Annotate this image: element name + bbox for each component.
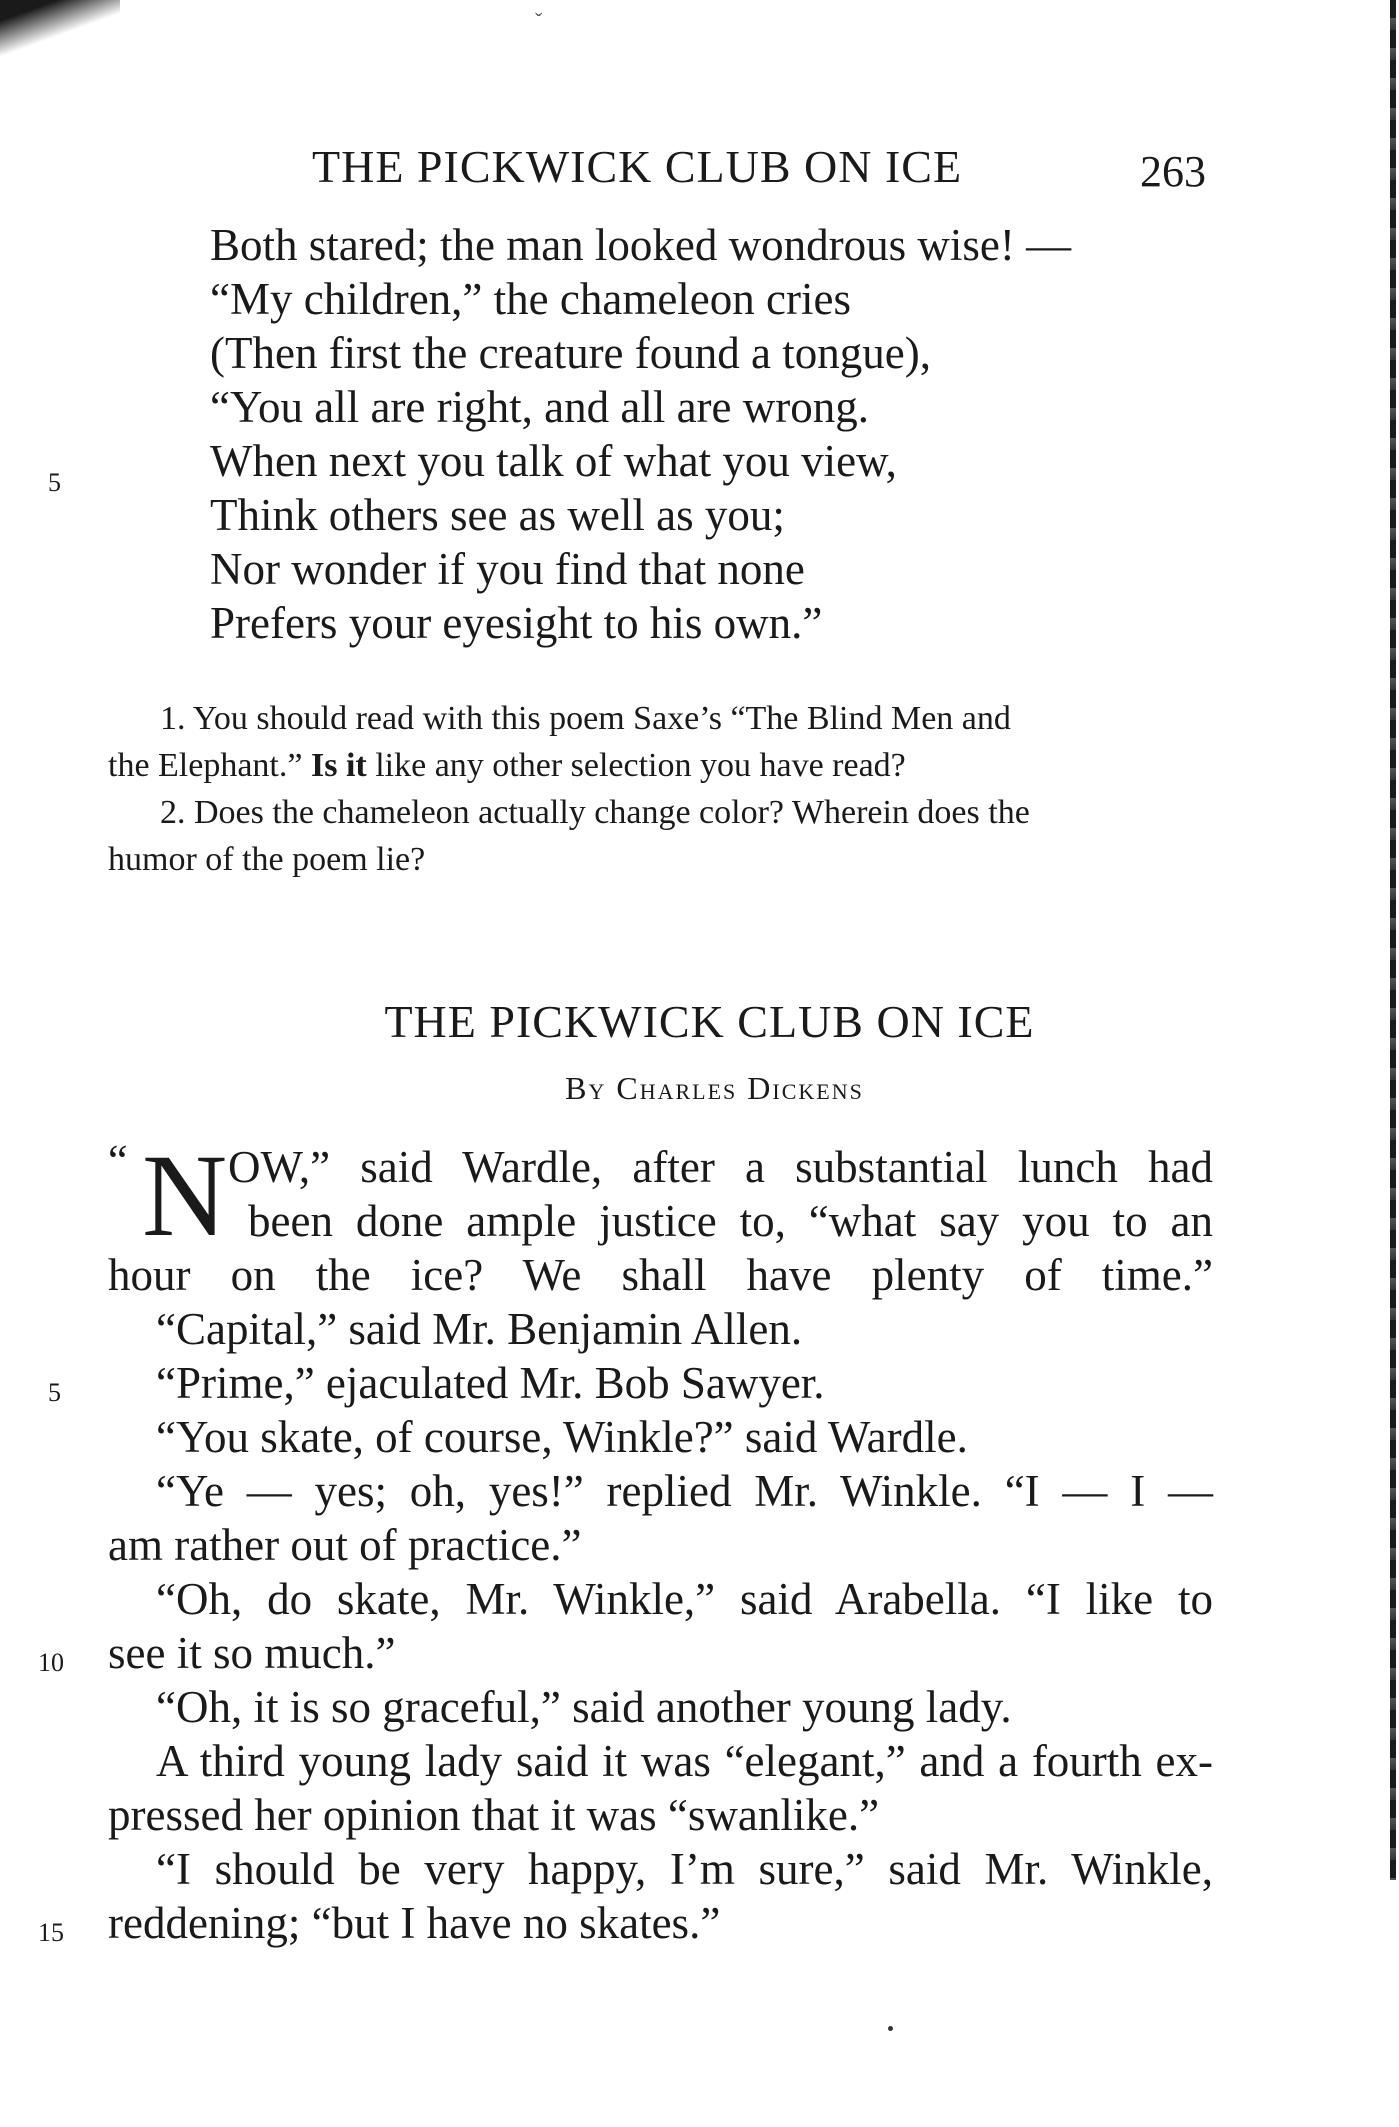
question-text: like any other selection you have read?: [375, 747, 906, 784]
poem-line: Think others see as well as you;: [210, 490, 785, 540]
story-text: [108, 1130, 1213, 1950]
page-number: 263: [1140, 147, 1206, 196]
question-2-line-1: 2. Does the chameleon actually change color? Wherein does the: [160, 794, 1030, 831]
prose-line: “You skate, of course, Winkle?” said Wardle.: [156, 1412, 968, 1462]
prose-line: “I should be very happy, I’m sure,” said Mr. Winkle,: [156, 1844, 1213, 1894]
prose-line: hour on the ice? We shall have plenty of time.”: [108, 1250, 1213, 1300]
poem-line: “You all are right, and all are wrong.: [210, 382, 869, 432]
running-title: THE PICKWICK CLUB ON ICE: [312, 141, 963, 192]
page-edge-shadow: [1390, 0, 1396, 1880]
drop-cap: N: [142, 1130, 228, 1261]
prose-line: “Oh, do skate, Mr. Winkle,” said Arabella. “I like to: [156, 1574, 1213, 1624]
prose-line: “Prime,” ejaculated Mr. Bob Sawyer.: [156, 1358, 825, 1408]
prose-line: been done ample justice to, “what say you to an: [248, 1196, 1213, 1246]
line-number: 10: [38, 1648, 64, 1677]
question-1-line-1: 1. You should read with this poem Saxe’s “The Blind Men and: [160, 700, 1011, 737]
question-1-line-2: [108, 742, 1213, 789]
prose-line: “Oh, it is so graceful,” said another young lady.: [156, 1682, 1012, 1732]
study-questions: [108, 695, 1213, 883]
poem-line: When next you talk of what you view,: [210, 436, 897, 486]
question-2-line-2: humor of the poem lie?: [108, 841, 426, 878]
print-speck: [888, 2026, 893, 2031]
prose-line: see it so much.”: [108, 1628, 396, 1678]
prose-line: am rather out of practice.”: [108, 1520, 582, 1570]
question-text: the Elephant.”: [108, 747, 303, 784]
prose-line: pressed her opinion that it was “swanlike.”: [108, 1790, 880, 1840]
opening-quote: “: [108, 1136, 128, 1185]
poem-line: “My children,” the chameleon cries: [210, 274, 851, 324]
scan-corner-mark: [0, 0, 120, 60]
prose-line: “Capital,” said Mr. Benjamin Allen.: [156, 1304, 803, 1354]
poem-line: Both stared; the man looked wondrous wise! —: [210, 220, 1072, 270]
prose-line: A third young lady said it was “elegant,” and a fourth ex-: [156, 1736, 1213, 1786]
poem-line: Prefers your eyesight to his own.”: [210, 598, 823, 648]
prose-line: reddening; “but I have no skates.”: [108, 1898, 721, 1948]
line-number: 5: [48, 1378, 61, 1407]
prose-line: OW,” said Wardle, after a substantial lunch had: [228, 1142, 1213, 1192]
line-number: 5: [48, 468, 61, 497]
poem-stanza: [210, 218, 1071, 650]
scan-mark: ˇ: [535, 8, 543, 33]
chapter-title: THE PICKWICK CLUB ON ICE: [384, 996, 1035, 1047]
page-header: [0, 140, 1399, 196]
prose-line: “Ye — yes; oh, yes!” replied Mr. Winkle. “I — I —: [156, 1466, 1213, 1516]
poem-line: Nor wonder if you find that none: [210, 544, 805, 594]
line-number: 15: [38, 1918, 64, 1947]
poem-line: (Then first the creature found a tongue),: [210, 328, 931, 378]
author-byline: By Charles Dickens: [565, 1070, 864, 1106]
question-emphasis: Is it: [310, 747, 367, 784]
